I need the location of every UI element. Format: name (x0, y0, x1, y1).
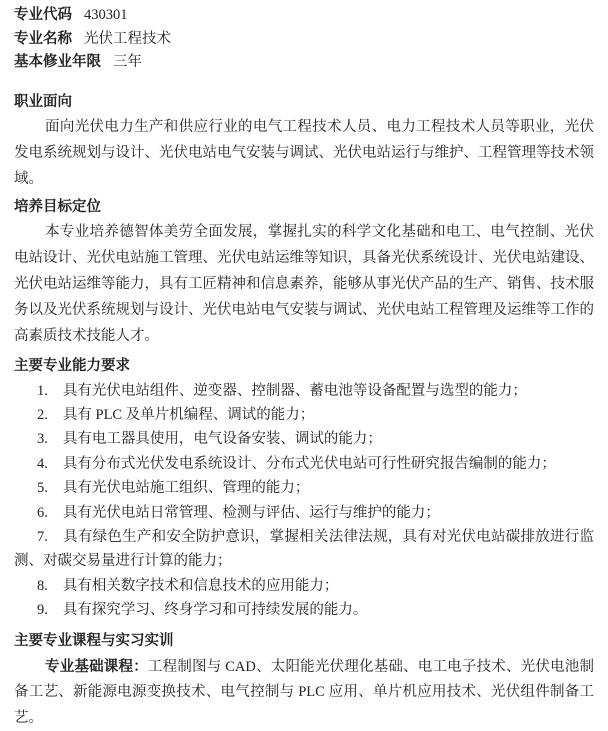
ability-item-text: 具有绿色生产和安全防护意识，掌握相关法律法规，具有对光伏电站碳排放进行监测、对碳交易量进行计算的能力； (14, 528, 594, 570)
ability-item-9 (14, 598, 594, 622)
ability-item-2 (14, 403, 594, 427)
ability-item-number: 3. (37, 431, 48, 448)
major-code-value: 430301 (84, 7, 128, 23)
ability-item-5 (14, 476, 594, 500)
ability-item-1 (14, 379, 594, 403)
basic-courses-label: 专业基础课程： (45, 658, 148, 675)
courses-paragraph (14, 655, 594, 731)
section-heading-abilities: 主要专业能力要求 (14, 357, 130, 374)
ability-item-number: 8. (37, 577, 48, 594)
section-heading-courses: 主要专业课程与实习实训 (14, 632, 174, 649)
major-name-label: 专业名称 (14, 30, 72, 47)
ability-item-number: 4. (37, 455, 48, 472)
ability-item-number: 6. (37, 504, 48, 521)
ability-item-6 (14, 501, 594, 525)
ability-item-number: 7. (37, 528, 48, 545)
ability-item-7 (14, 525, 594, 574)
meta-row-major-name (14, 28, 594, 52)
ability-item-number: 9. (37, 602, 48, 619)
ability-item-number: 5. (37, 480, 48, 497)
ability-item-text: 具有 PLC 及单片机编程、调试的能力； (62, 406, 315, 423)
ability-item-3 (14, 427, 594, 451)
ability-list (14, 379, 594, 623)
ability-item-text: 具有分布式光伏发电系统设计、分布式光伏电站可行性研究报告编制的能力； (62, 455, 556, 472)
ability-item-text: 具有光伏电站日常管理、检测与评估、运行与维护的能力； (62, 504, 440, 521)
meta-row-major-code (14, 4, 594, 28)
major-name-value: 光伏工程技术 (84, 30, 171, 47)
objectives-paragraph: 本专业培养德智体美劳全面发展，掌握扎实的科学文化基础和电工、电气控制、光伏电站设计、光伏电站施工管理、光伏电站运维等知识，具备光伏系统设计、光伏电站建设、光伏电站运维等能力，具有工匠精神和信息素养，能够从事光伏产品的生产、销售、技术服务以及光伏系统规划与设计、光伏电站电气安装与调试、光伏电站工程管理及运维等工作的高素质技术技能人才。 (14, 223, 594, 344)
ability-item-4 (14, 452, 594, 476)
major-code-label: 专业代码 (14, 7, 72, 23)
meta-block (14, 4, 594, 75)
career-paragraph: 面向光伏电力生产和供应行业的电气工程技术人员、电力工程技术人员等职业，光伏发电系统规划与设计、光伏电站电气安装与调试、光伏电站运行与维护、工程管理等技术领域。 (14, 118, 594, 187)
meta-row-study-years (14, 51, 594, 75)
ability-item-number: 1. (37, 382, 48, 399)
study-years-value: 三年 (113, 54, 142, 70)
ability-item-8 (14, 574, 594, 598)
ability-item-number: 2. (37, 406, 48, 423)
ability-item-text: 具有电工器具使用，电气设备安装、调试的能力； (62, 431, 382, 448)
study-years-label: 基本修业年限 (14, 54, 101, 70)
ability-item-text: 具有相关数字技术和信息技术的应用能力； (62, 577, 339, 594)
ability-item-text: 具有光伏电站组件、逆变器、控制器、蓄电池等设备配置与选型的能力； (62, 382, 527, 399)
ability-item-text: 具有光伏电站施工组织、管理的能力； (62, 480, 310, 497)
ability-item-text: 具有探究学习、终身学习和可持续发展的能力。 (62, 602, 368, 619)
section-heading-objectives: 培养目标定位 (14, 198, 101, 215)
section-heading-career: 职业面向 (14, 93, 72, 110)
basic-courses-text: 工程制图与 CAD、太阳能光伏理化基础、电工电子技术、光伏电池制备工艺、新能源电源变换技术、电气控制与 PLC 应用、单片机应用技术、光伏组件制备工艺。 (14, 658, 594, 726)
